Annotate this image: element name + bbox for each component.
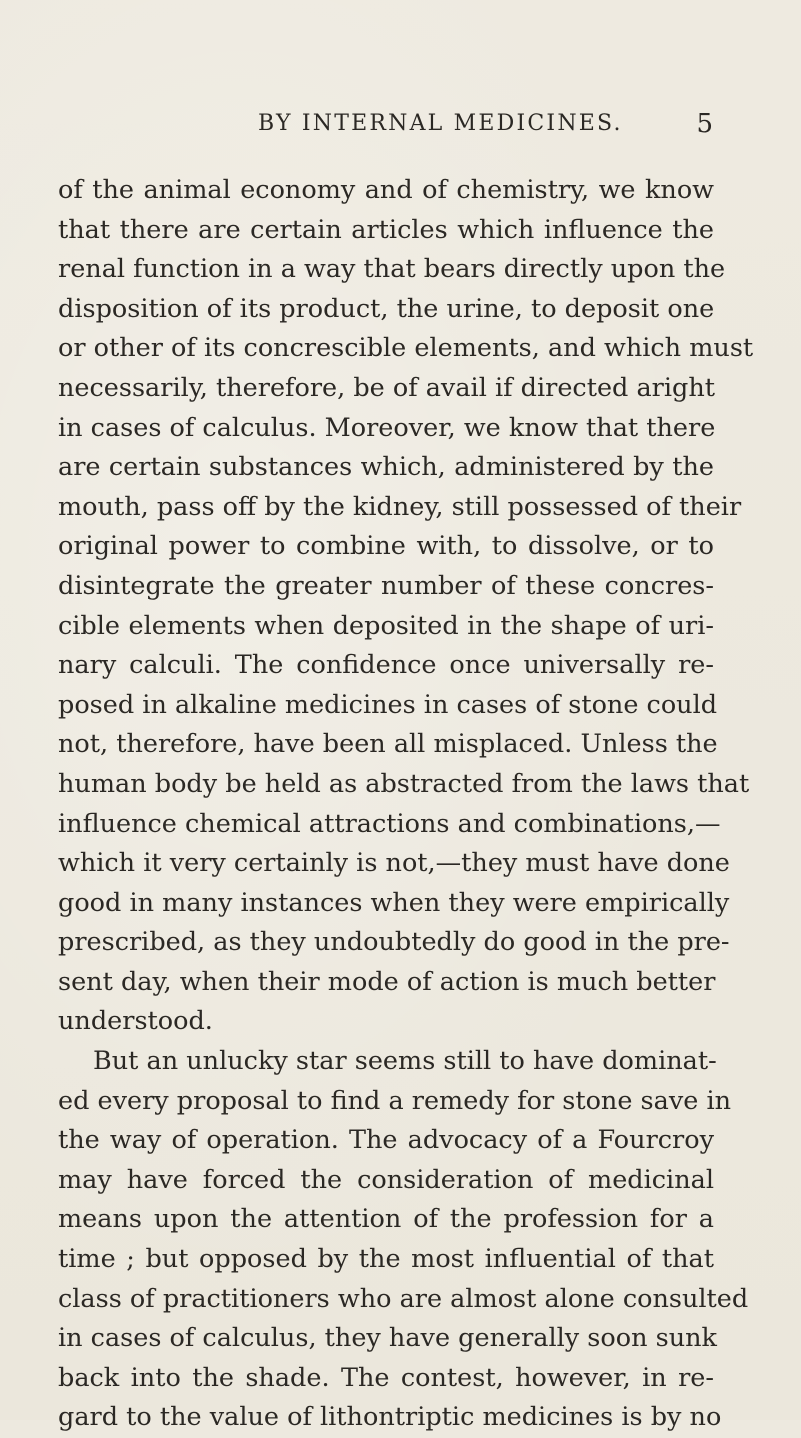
text-line: prescribed, as they undoubtedly do good in the pre- bbox=[58, 927, 730, 958]
text-line: posed in alkaline medicines in cases of stone could bbox=[58, 689, 718, 720]
text-line: means upon the attention of the profession for a bbox=[58, 1204, 714, 1235]
paragraph-end-line: understood. bbox=[58, 1006, 213, 1037]
text-line: ed every proposal to find a remedy for stone save in bbox=[58, 1085, 732, 1116]
text-line: or other of its concrescible elements, and which must bbox=[58, 333, 754, 364]
running-head bbox=[258, 104, 713, 144]
body-text bbox=[58, 171, 754, 1438]
text-line: time ; but opposed by the most influential of that bbox=[58, 1244, 714, 1275]
text-line: class of practitioners who are almost alone consulted bbox=[58, 1283, 749, 1314]
text-line: disposition of its product, the urine, to deposit one bbox=[58, 293, 715, 324]
text-line: influence chemical attractions and combinations,— bbox=[58, 808, 721, 839]
text-line: in cases of calculus, they have generally soon sunk bbox=[58, 1323, 718, 1354]
text-line: of the animal economy and of chemistry, we know bbox=[58, 175, 714, 205]
text-line: which it very certainly is not,—they must have done bbox=[58, 848, 730, 879]
text-line: cible elements when deposited in the shape of uri- bbox=[58, 610, 714, 641]
text-line: back into the shade. The contest, however, in re- bbox=[58, 1362, 714, 1393]
text-line: the way of operation. The advocacy of a Fourcroy bbox=[58, 1125, 714, 1156]
page-number: 5 bbox=[696, 109, 713, 139]
paragraph-first-line: But an unlucky star seems still to have dominat- bbox=[93, 1046, 717, 1077]
text-line: mouth, pass off by the kidney, still possessed of their bbox=[58, 491, 742, 522]
text-line: necessarily, therefore, be of avail if directed aright bbox=[58, 372, 716, 403]
text-line: sent day, when their mode of action is much better bbox=[58, 966, 716, 997]
text-line: that there are certain articles which influence the bbox=[58, 214, 714, 245]
text-line: renal function in a way that bears directly upon the bbox=[58, 254, 726, 285]
text-line: may have forced the consideration of medicinal bbox=[58, 1164, 714, 1195]
text-line: in cases of calculus. Moreover, we know that there bbox=[58, 412, 716, 443]
text-line: good in many instances when they were empirically bbox=[58, 887, 730, 918]
text-line: not, therefore, have been all misplaced. Unless the bbox=[58, 729, 718, 760]
text-line: are certain substances which, administered by the bbox=[58, 452, 714, 483]
running-title: BY INTERNAL MEDICINES. bbox=[258, 111, 623, 136]
text-line: gard to the value of lithontriptic medicines is by no bbox=[58, 1402, 722, 1433]
text-line: human body be held as abstracted from the laws that bbox=[58, 768, 750, 799]
text-line: disintegrate the greater number of these concres- bbox=[58, 570, 714, 601]
text-line: nary calculi. The confidence once universally re- bbox=[58, 650, 714, 681]
text-line: original power to combine with, to dissolve, or to bbox=[58, 531, 714, 562]
